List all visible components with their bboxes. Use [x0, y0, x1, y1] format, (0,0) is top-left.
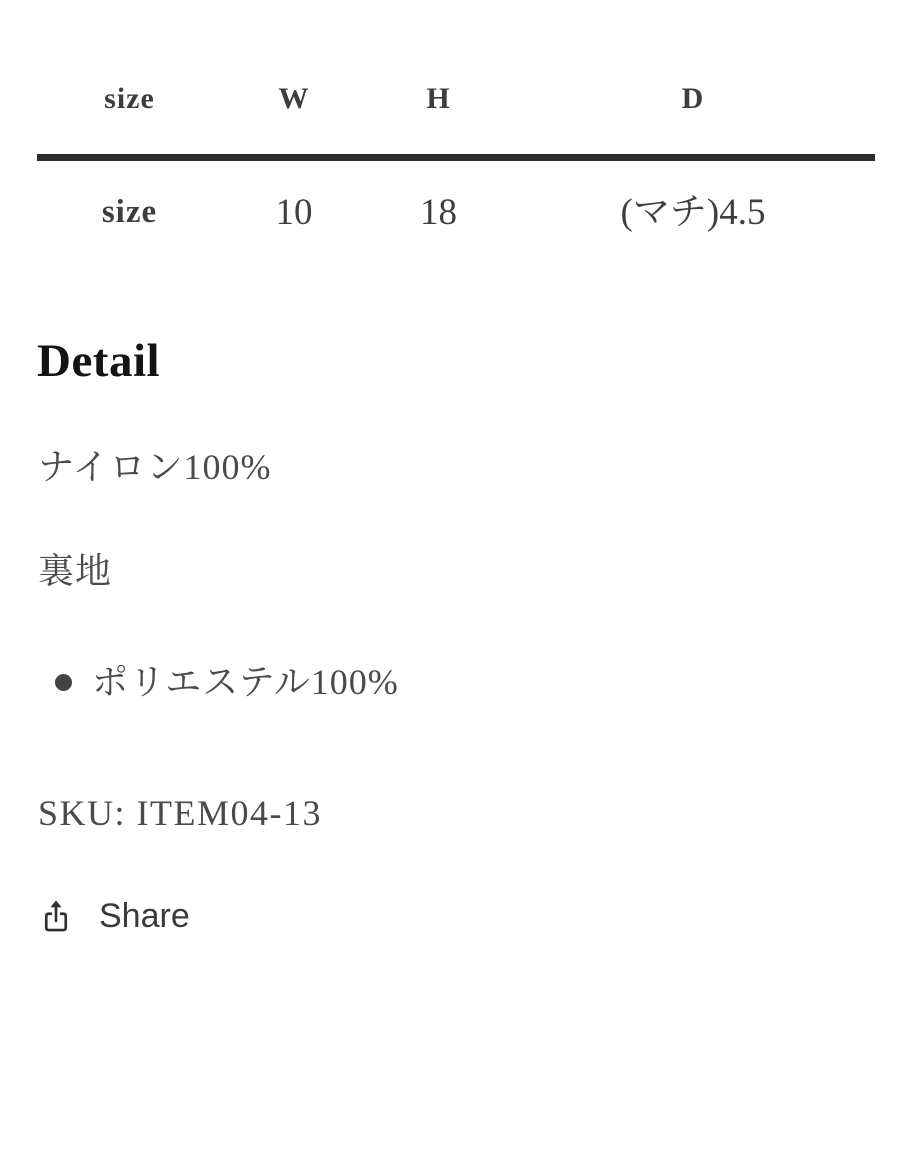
- share-label: Share: [99, 896, 190, 935]
- sku-text: SKU: ITEM04-13: [38, 793, 322, 833]
- size-row-depth-value: (マチ)4.5: [620, 192, 766, 233]
- lining-item-text: ポリエステル100%: [92, 662, 399, 702]
- size-table-row: [37, 158, 875, 232]
- size-table-header-w: W: [278, 82, 310, 115]
- material-text: ナイロン100%: [38, 447, 272, 487]
- size-row-height-value: 18: [420, 192, 457, 233]
- size-table-header-d: D: [681, 82, 705, 115]
- size-table-header-h: H: [426, 82, 451, 115]
- lining-list-item: [55, 664, 912, 700]
- share-button[interactable]: [40, 897, 190, 934]
- bullet-icon: [55, 674, 72, 691]
- size-table: [37, 84, 875, 231]
- size-table-header-row: [37, 84, 875, 158]
- product-detail-page: [0, 84, 912, 1164]
- lining-list: [55, 664, 912, 700]
- size-row-label: size: [101, 194, 158, 230]
- size-row-width-value: 10: [275, 192, 313, 233]
- lining-label: 裏地: [38, 551, 113, 591]
- share-upload-icon: [40, 897, 72, 934]
- size-table-header-size: size: [104, 82, 155, 115]
- detail-heading: Detail: [37, 335, 161, 387]
